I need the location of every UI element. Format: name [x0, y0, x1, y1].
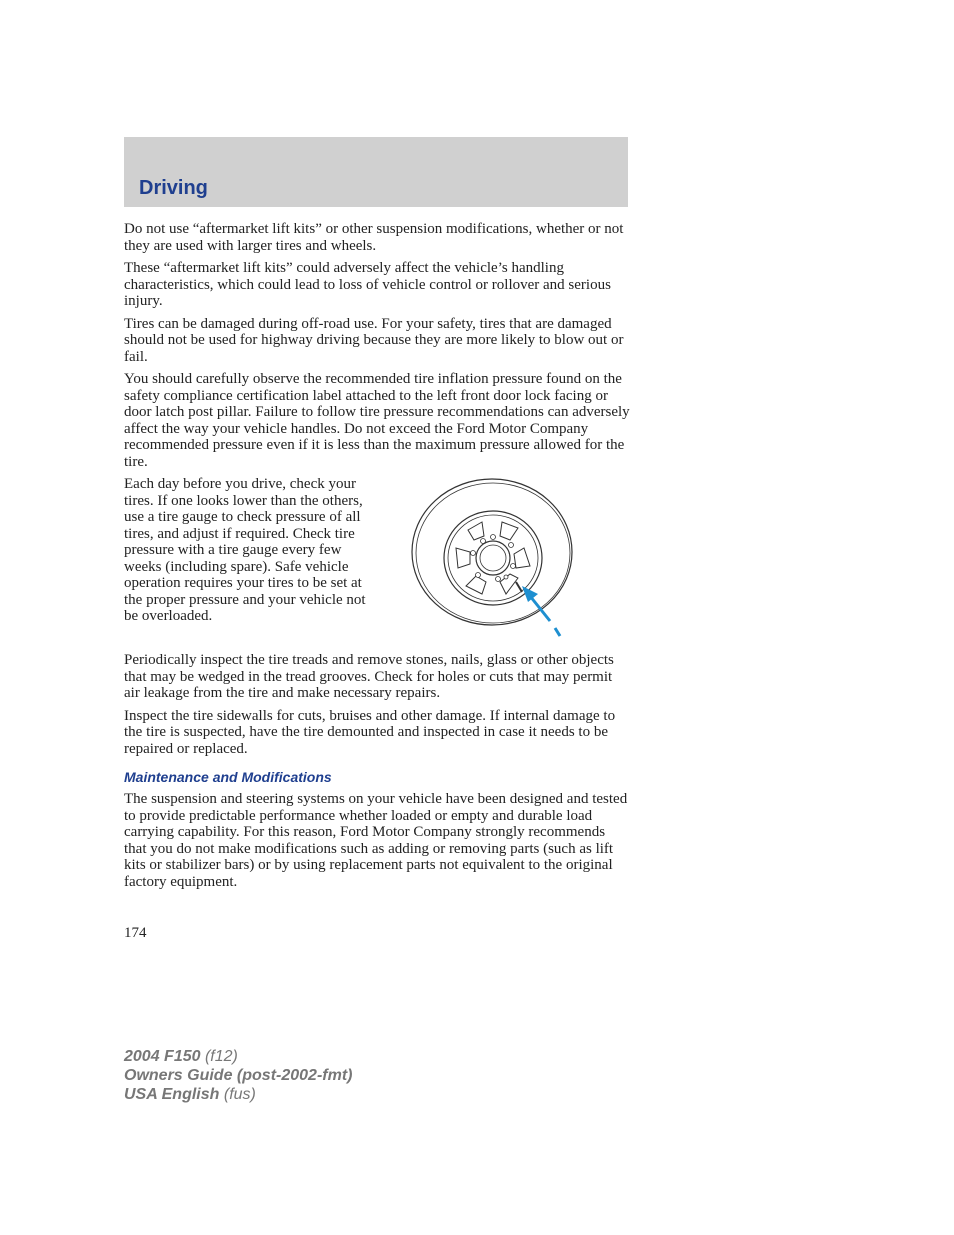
paragraph-lift-kits: Do not use “aftermarket lift kits” or other suspension modifications, whether or not they are used with larger tires and wheels.: [124, 221, 624, 254]
paragraph-maintenance: The suspension and steering systems on your vehicle have been designed and tested to provide predictable performance whether loaded or empty and durable load carrying capability. For this reason, Ford Motor Company strongly recommends that you do not make modifications such as adding or removing parts (such as lift kits or stabilizer bars) or by using replacement parts not equivalent to the original factory equipment.: [124, 791, 628, 890]
footer-language-code: (fus): [219, 1086, 256, 1103]
footer-guide: Owners Guide (post-2002-fmt): [124, 1067, 353, 1084]
footer-language: USA English: [124, 1086, 220, 1103]
paragraph-tread-inspection: Periodically inspect the tire treads and remove stones, nails, glass or other objects that may be wedged in the tread grooves. Check for holes or cuts that may permit air leakage from the tire and make necessary repairs.: [124, 652, 614, 701]
page-number: 174: [124, 925, 147, 941]
paragraph-sidewall-inspection: Inspect the tire sidewalls for cuts, bruises and other damage. If internal damage to the tire is suspected, have the tire demounted and inspected in case it needs to be repaired or replaced.: [124, 707, 616, 757]
paragraph-lift-kits-risk: These “aftermarket lift kits” could adversely affect the vehicle’s handling characteristics, which could lead to loss of vehicle control or rollover and serious injury.: [124, 260, 611, 309]
footer-line-guide: [124, 1066, 352, 1085]
paragraph-off-road: Tires can be damaged during off-road use. For your safety, tires that are damaged should not be used for highway driving because they are more likely to blow out or fail.: [124, 315, 624, 365]
paragraph-inflation-pressure: You should carefully observe the recommended tire inflation pressure found on the safety compliance certification label attached to the left front door lock facing or door latch post pillar. Failure to follow tire pressure recommendations can adversely affect the way your vehicle handles. Do not exceed the Ford Motor Company recommended pressure even if it is less than the maximum pressure allowed for the tire.: [124, 371, 630, 470]
footer-line-model: [124, 1047, 352, 1066]
tire-valve-illustration-icon: [410, 478, 580, 646]
subheading-maintenance: Maintenance and Modifications: [124, 769, 332, 785]
document-footer: [124, 1047, 352, 1104]
paragraph-daily-check: Each day before you drive, check your tires. If one looks lower than the others, use a tire gauge to check pressure of all tires, and adjust if required. Check tire pressure with a tire gauge every few weeks (including spare). Safe vehicle operation requires your tires to be set at the proper pressure and your vehicle not be overloaded.: [124, 476, 366, 624]
page-content: [124, 221, 630, 896]
daily-check-section: [124, 476, 630, 646]
footer-model-code: (f12): [200, 1048, 238, 1065]
section-title: Driving: [139, 177, 208, 199]
footer-line-language: [124, 1085, 352, 1104]
footer-model: 2004 F150: [124, 1048, 201, 1065]
